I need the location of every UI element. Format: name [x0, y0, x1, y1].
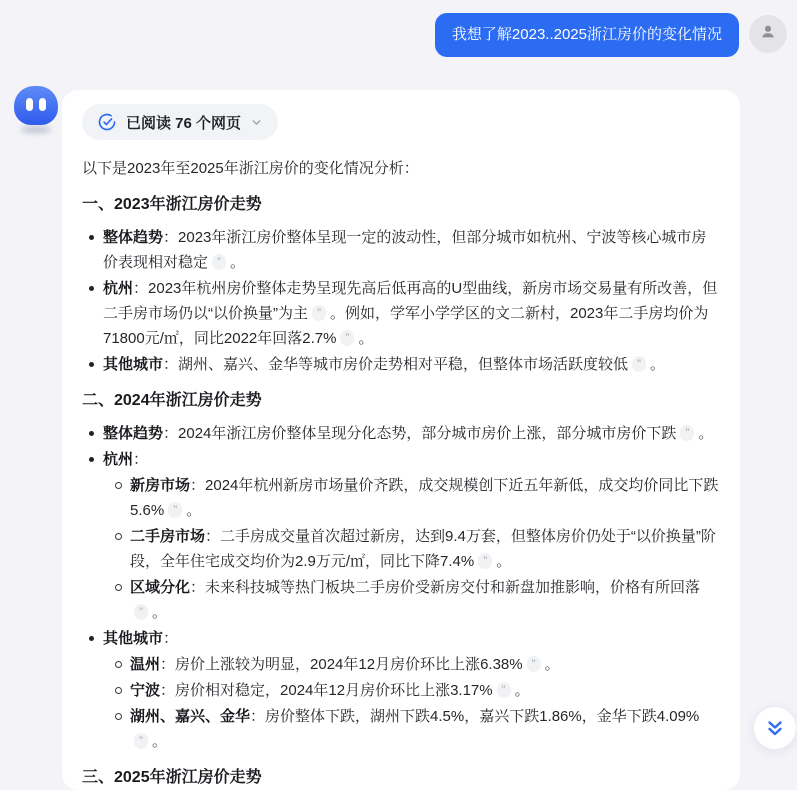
list-item: 其他城市：湖州、嘉兴、金华等城市房价走势相对平稳，但整体市场活跃度较低 ” 。 — [82, 352, 720, 377]
list-item: 温州：房价上涨较为明显，2024年12月房价环比上涨6.38% ” 。 — [109, 652, 720, 677]
list-item-label: 新房市场 — [130, 477, 191, 494]
citation-badge[interactable]: ” — [497, 682, 511, 698]
section-list — [82, 225, 720, 377]
citation-badge[interactable]: ” — [527, 656, 541, 672]
list-item-label: 其他城市 — [103, 356, 164, 373]
list-item: 杭州：2023年杭州房价整体走势呈现先高后低再高的U型曲线，新房市场交易量有所改善，但二手房市场仍以“以价换量”为主 ” 。例如，学军小学学区的文二新村，2023年二手房均价为71800元/㎡，同比2022年回落2.7% ” 。 — [82, 276, 720, 351]
double-chevron-down-icon — [764, 717, 786, 739]
list-item: 整体趋势：2024年浙江房价整体呈现分化态势，部分城市房价上涨，部分城市房价下跌 ” 。 — [82, 421, 720, 446]
list-item-label: 其他城市 — [103, 630, 164, 647]
person-icon — [757, 21, 779, 48]
assistant-avatar — [14, 86, 58, 125]
list-item-label: 整体趋势 — [103, 229, 164, 246]
list-item-label: 宁波 — [130, 682, 161, 699]
citation-badge[interactable]: ” — [312, 305, 326, 321]
assistant-message-card — [62, 90, 740, 790]
section-list — [82, 421, 720, 754]
list-item: 宁波：房价相对稳定，2024年12月房价环比上涨3.17% ” 。 — [109, 678, 720, 703]
user-message-bubble: 我想了解2023..2025浙江房价的变化情况 — [435, 13, 739, 57]
list-item-label: 区域分化 — [130, 579, 191, 596]
list-item-label: 杭州 — [103, 451, 134, 468]
list-item-label: 整体趋势 — [103, 425, 164, 442]
list-item: 湖州、嘉兴、金华：房价整体下跌，湖州下跌4.5%，嘉兴下跌1.86%，金华下跌4.09%” 。 — [109, 704, 720, 754]
citation-badge[interactable]: ” — [680, 425, 694, 441]
list-item: 其他城市： — [82, 626, 720, 651]
citation-badge[interactable]: ” — [632, 356, 646, 372]
read-pill-label: 已阅读 76 个网页 — [126, 114, 242, 132]
list-item-label: 杭州 — [103, 280, 134, 297]
assistant-intro: 以下是2023年至2025年浙江房价的变化情况分析： — [82, 160, 419, 177]
list-item: 新房市场：2024年杭州新房市场量价齐跌，成交规模创下近五年新低，成交均价同比下跌5.6% ” 。 — [109, 473, 720, 523]
list-item: 整体趋势：2023年浙江房价整体呈现一定的波动性，但部分城市如杭州、宁波等核心城市房价表现相对稳定 ” 。 — [82, 225, 720, 275]
section-heading: 二、2024年浙江房价走势 — [82, 392, 262, 409]
citation-badge[interactable]: ” — [134, 604, 148, 620]
user-avatar[interactable] — [749, 15, 787, 53]
scroll-to-bottom-button[interactable] — [753, 706, 797, 750]
chevron-down-icon — [250, 116, 263, 129]
list-item-label: 湖州、嘉兴、金华 — [130, 708, 251, 725]
list-item: 二手房市场：二手房成交量首次超过新房，达到9.4万套，但整体房价仍处于“以价换量”阶段，全年住宅成交均价为2.9万元/㎡，同比下降7.4% ” 。 — [109, 524, 720, 574]
check-circle-icon — [97, 112, 117, 132]
list-item-label: 二手房市场 — [130, 528, 206, 545]
citation-badge[interactable]: ” — [134, 733, 148, 749]
citation-badge[interactable]: ” — [168, 502, 182, 518]
read-pages-pill[interactable] — [82, 104, 278, 140]
citation-badge[interactable]: ” — [478, 553, 492, 569]
citation-badge[interactable]: ” — [212, 254, 226, 270]
list-item: 区域分化：未来科技城等热门板块二手房价受新房交付和新盘加推影响，价格有所回落” 。 — [109, 575, 720, 625]
user-message-row — [0, 0, 789, 57]
citation-badge[interactable]: ” — [340, 330, 354, 346]
list-item-label: 温州 — [130, 656, 161, 673]
assistant-sections — [82, 193, 720, 790]
section-heading: 一、2023年浙江房价走势 — [82, 196, 262, 213]
list-item: 杭州： — [82, 447, 720, 472]
section-heading: 三、2025年浙江房价走势 — [82, 769, 262, 786]
